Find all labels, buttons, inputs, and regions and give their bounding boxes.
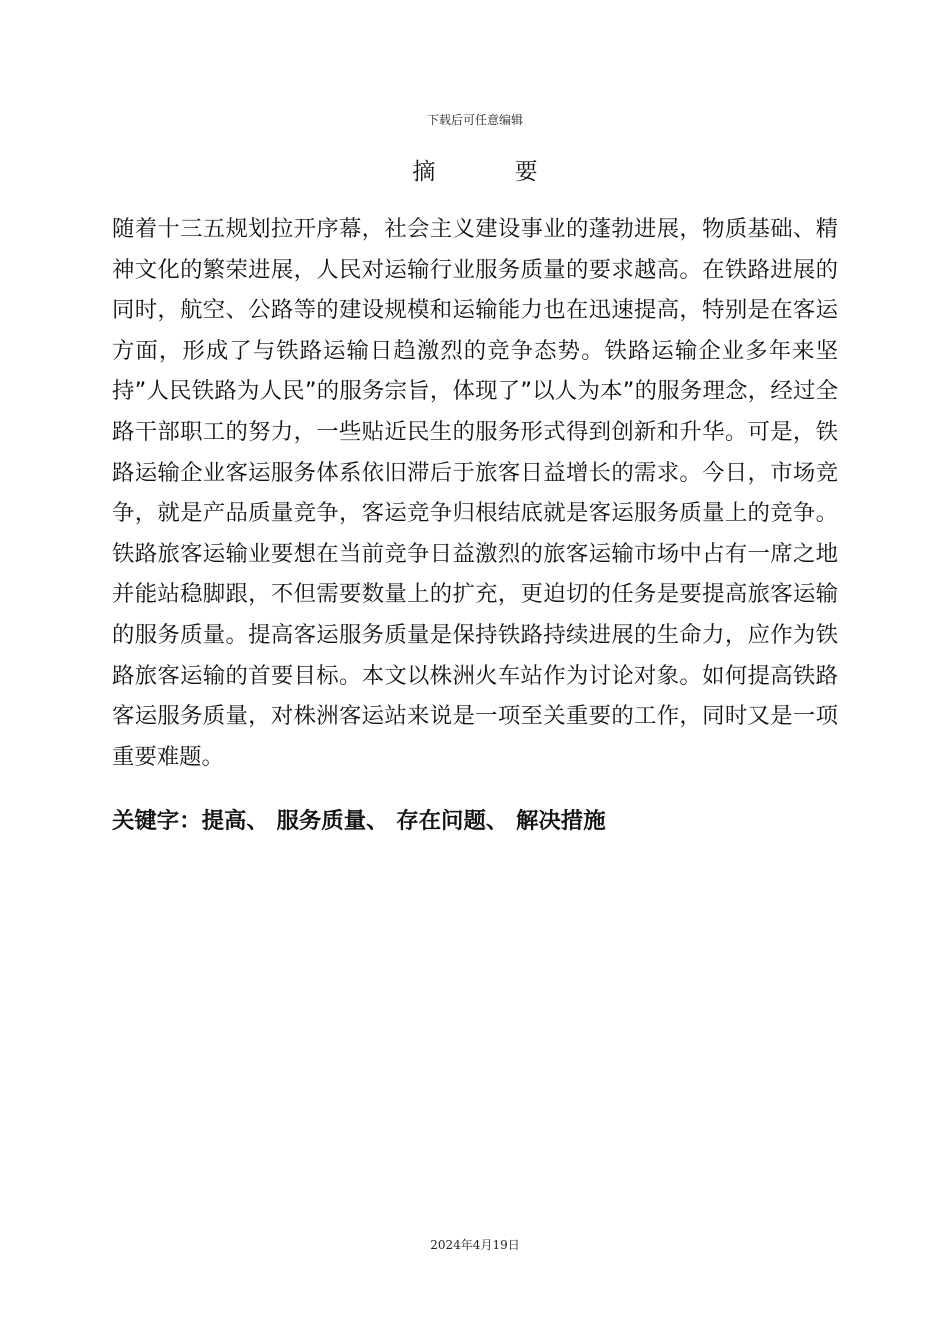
- keyword-item: 服务质量、: [276, 808, 389, 834]
- page-footer-date: 2024年4月19日: [430, 1238, 520, 1252]
- keyword-item: 解决措施: [516, 808, 606, 834]
- keywords-line: [112, 801, 838, 841]
- page-header: 下载后可任意编辑: [426, 113, 523, 127]
- abstract-paragraph: 随着十三五规划拉开序幕，社会主义建设事业的蓬勃进展，物质基础、精神文化的繁荣进展，人民对运输行业服务质量的要求越高。在铁路进展的同时，航空、公路等的建设规模和运输能力也在迅速提高，特别是在客运方面，形成了与铁路运输日趋激烈的竞争态势。铁路运输企业多年来坚持”人民铁路为人民”的服务宗旨，体现了”以人为本”的服务理念，经过全路干部职工的努力，一些贴近民生的服务形式得到创新和升华。可是，铁路运输企业客运服务体系依旧滞后于旅客日益增长的需求。今日，市场竞争，就是产品质量竞争，客运竞争归根结底就是客运服务质量上的竞争。铁路旅客运输业要想在当前竞争日益激烈的旅客运输市场中占有一席之地并能站稳脚跟，不但需要数量上的扩充，更迫切的任务是要提高旅客运输的服务质量。提高客运服务质量是保持铁路持续进展的生命力，应作为铁路旅客运输的首要目标。本文以株洲火车站作为讨论对象。如何提高铁路客运服务质量，对株洲客运站来说是一项至关重要的工作，同时又是一项重要难题。: [112, 216, 838, 770]
- keyword-item: 存在问题、: [396, 808, 509, 834]
- page-title: 摘 要: [412, 159, 574, 185]
- keywords-label: 关键字：: [112, 808, 202, 834]
- keyword-item: 提高、: [201, 808, 269, 834]
